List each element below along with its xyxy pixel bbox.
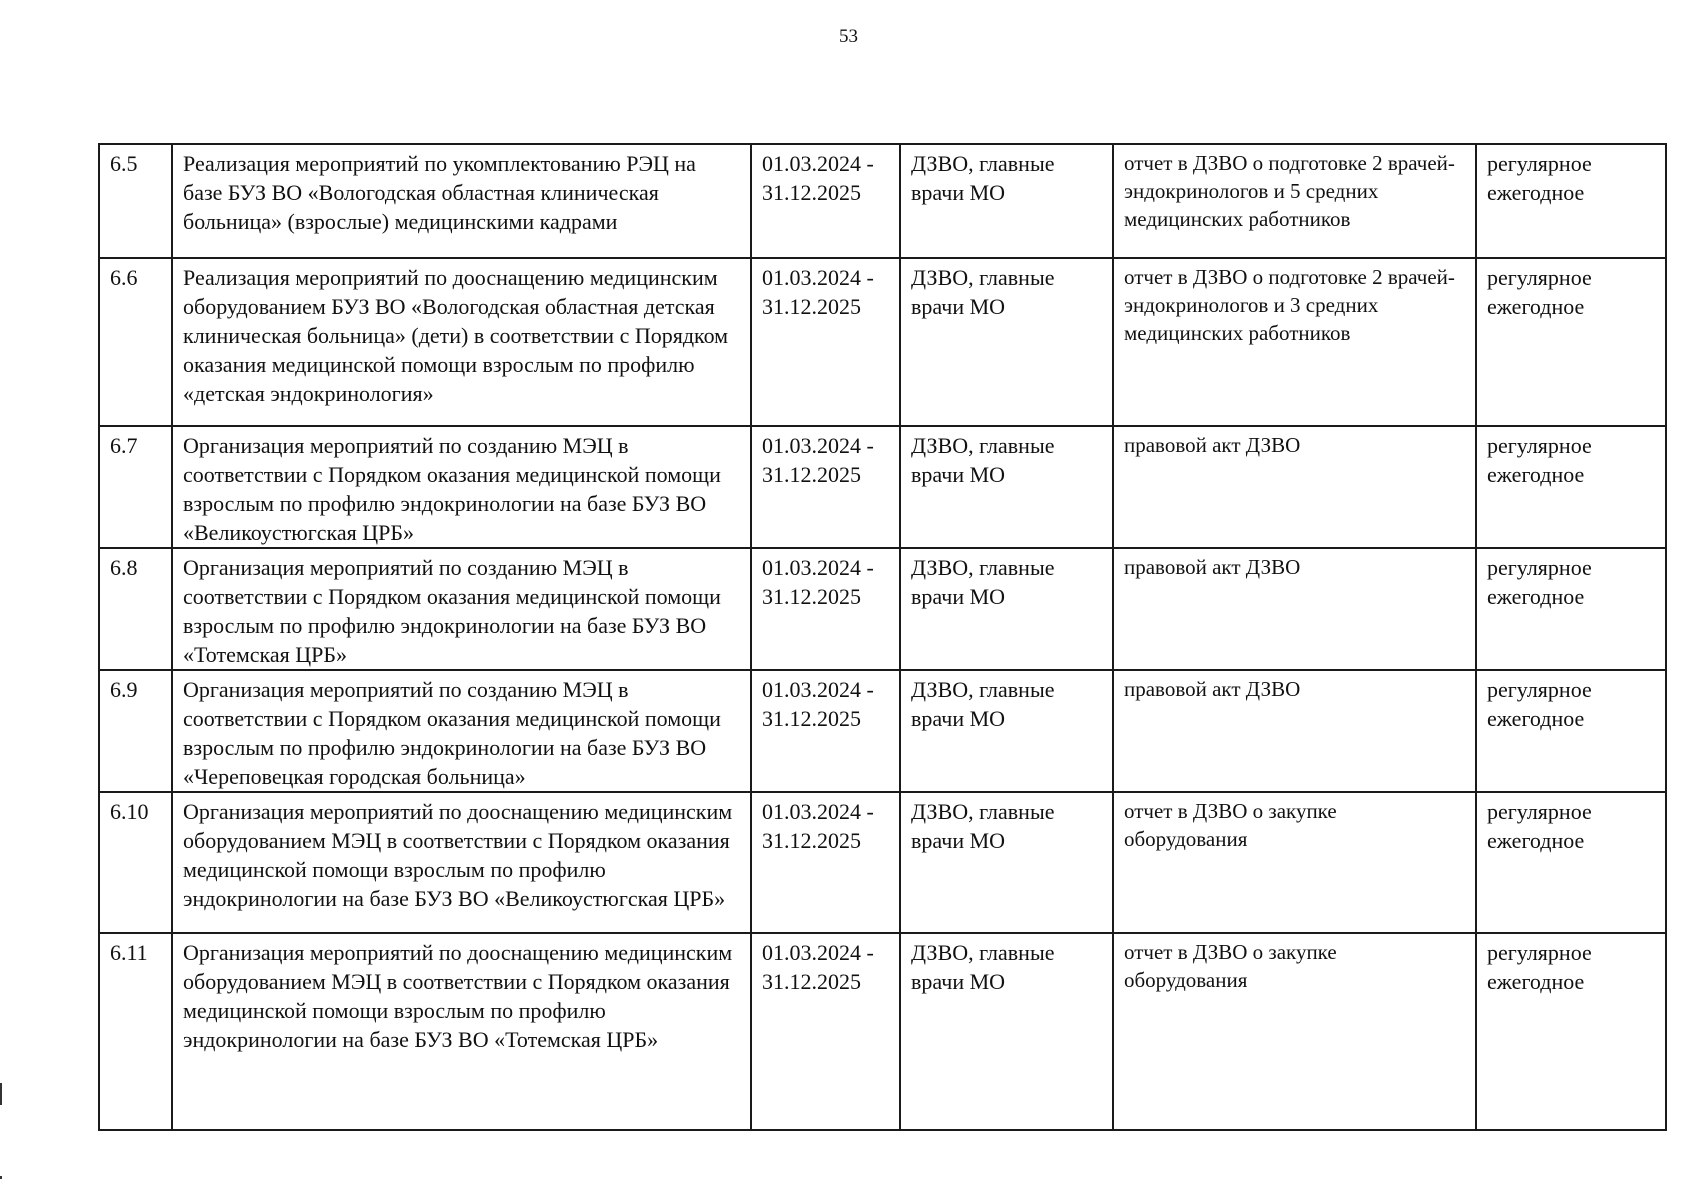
page-number: 53 [839, 26, 858, 47]
table-row [99, 933, 1666, 1130]
periodicity: регулярное ежегодное [1476, 670, 1666, 792]
responsible-party: ДЗВО, главные врачи МО [900, 792, 1113, 933]
measure-description: Реализация мероприятий по укомплектованию РЭЦ на базе БУЗ ВО «Вологодская областная клиническая больница» (взрослые) медицинскими кадрами [172, 144, 751, 258]
expected-result: отчет в ДЗВО о подготовке 2 врачей-эндокринологов и 3 средних медицинских работников [1113, 258, 1476, 426]
table-row [99, 258, 1666, 426]
row-number: 6.7 [99, 426, 172, 548]
execution-term: 01.03.2024 - 31.12.2025 [751, 548, 900, 670]
scan-margin-mark [0, 1176, 2, 1179]
row-number: 6.8 [99, 548, 172, 670]
periodicity: регулярное ежегодное [1476, 258, 1666, 426]
row-number: 6.5 [99, 144, 172, 258]
expected-result: правовой акт ДЗВО [1113, 670, 1476, 792]
execution-term: 01.03.2024 - 31.12.2025 [751, 144, 900, 258]
responsible-party: ДЗВО, главные врачи МО [900, 670, 1113, 792]
table-row [99, 426, 1666, 548]
table-row [99, 792, 1666, 933]
row-number: 6.11 [99, 933, 172, 1130]
responsible-party: ДЗВО, главные врачи МО [900, 258, 1113, 426]
scan-margin-mark [0, 1083, 2, 1105]
measure-description: Организация мероприятий по созданию МЭЦ в соответствии с Порядком оказания медицинской помощи взрослым по профилю эндокринологии на базе БУЗ ВО «Великоустюгская ЦРБ» [172, 426, 751, 548]
table-row [99, 144, 1666, 258]
expected-result: правовой акт ДЗВО [1113, 548, 1476, 670]
periodicity: регулярное ежегодное [1476, 548, 1666, 670]
responsible-party: ДЗВО, главные врачи МО [900, 426, 1113, 548]
execution-term: 01.03.2024 - 31.12.2025 [751, 933, 900, 1130]
expected-result: правовой акт ДЗВО [1113, 426, 1476, 548]
responsible-party: ДЗВО, главные врачи МО [900, 548, 1113, 670]
action-plan-table [98, 143, 1667, 1131]
measure-description: Организация мероприятий по созданию МЭЦ в соответствии с Порядком оказания медицинской помощи взрослым по профилю эндокринологии на базе БУЗ ВО «Череповецкая городская больница» [172, 670, 751, 792]
row-number: 6.6 [99, 258, 172, 426]
periodicity: регулярное ежегодное [1476, 426, 1666, 548]
row-number: 6.9 [99, 670, 172, 792]
measure-description: Реализация мероприятий по дооснащению медицинским оборудованием БУЗ ВО «Вологодская областная детская клиническая больница» (дети) в соответствии с Порядком оказания медицинской помощи взрослым по профилю «детская эндокринология» [172, 258, 751, 426]
expected-result: отчет в ДЗВО о закупке оборудования [1113, 933, 1476, 1130]
measure-description: Организация мероприятий по дооснащению медицинским оборудованием МЭЦ в соответствии с Порядком оказания медицинской помощи взрослым по профилю эндокринологии на базе БУЗ ВО «Тотемская ЦРБ» [172, 933, 751, 1130]
periodicity: регулярное ежегодное [1476, 933, 1666, 1130]
table-row [99, 548, 1666, 670]
table-row [99, 670, 1666, 792]
expected-result: отчет в ДЗВО о подготовке 2 врачей-эндокринологов и 5 средних медицинских работников [1113, 144, 1476, 258]
row-number: 6.10 [99, 792, 172, 933]
measure-description: Организация мероприятий по созданию МЭЦ в соответствии с Порядком оказания медицинской помощи взрослым по профилю эндокринологии на базе БУЗ ВО «Тотемская ЦРБ» [172, 548, 751, 670]
measure-description: Организация мероприятий по дооснащению медицинским оборудованием МЭЦ в соответствии с Порядком оказания медицинской помощи взрослым по профилю эндокринологии на базе БУЗ ВО «Великоустюгская ЦРБ» [172, 792, 751, 933]
periodicity: регулярное ежегодное [1476, 792, 1666, 933]
execution-term: 01.03.2024 - 31.12.2025 [751, 670, 900, 792]
periodicity: регулярное ежегодное [1476, 144, 1666, 258]
execution-term: 01.03.2024 - 31.12.2025 [751, 258, 900, 426]
responsible-party: ДЗВО, главные врачи МО [900, 144, 1113, 258]
expected-result: отчет в ДЗВО о закупке оборудования [1113, 792, 1476, 933]
execution-term: 01.03.2024 - 31.12.2025 [751, 792, 900, 933]
responsible-party: ДЗВО, главные врачи МО [900, 933, 1113, 1130]
execution-term: 01.03.2024 - 31.12.2025 [751, 426, 900, 548]
